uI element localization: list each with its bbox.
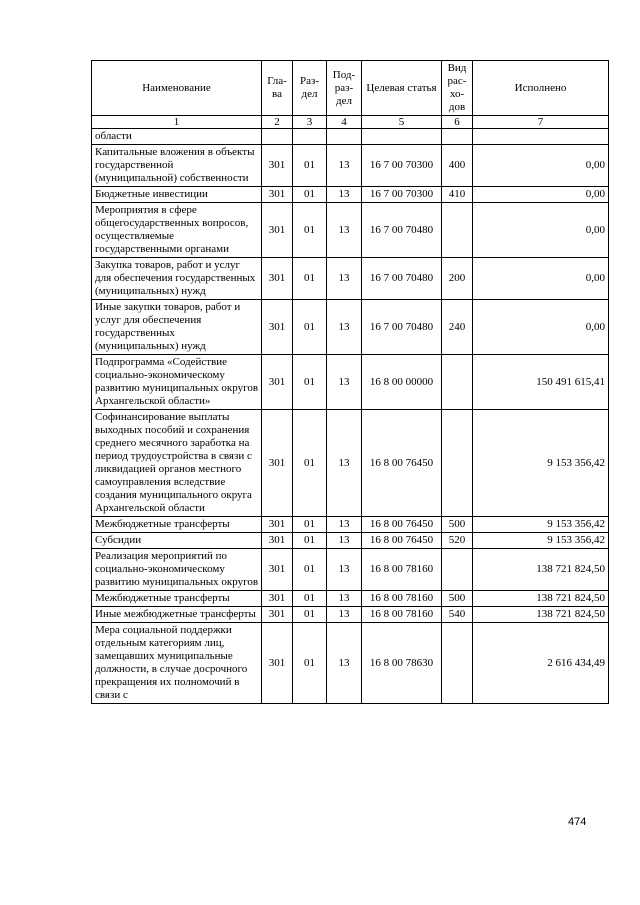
table-row <box>92 533 609 549</box>
row-target-cell: 16 8 00 78160 <box>362 549 442 591</box>
row-expense-cell <box>442 203 473 258</box>
table-row <box>92 549 609 591</box>
row-executed-cell <box>473 129 609 145</box>
row-subsection-cell: 13 <box>327 258 362 300</box>
row-target-cell: 16 8 00 00000 <box>362 355 442 410</box>
row-executed-cell: 9 153 356,42 <box>473 517 609 533</box>
table-body <box>92 129 609 704</box>
row-subsection-cell: 13 <box>327 187 362 203</box>
row-chapter-cell: 301 <box>262 410 293 517</box>
row-chapter-cell: 301 <box>262 300 293 355</box>
row-section-cell: 01 <box>293 591 327 607</box>
row-section-cell <box>293 129 327 145</box>
row-target-cell: 16 8 00 76450 <box>362 517 442 533</box>
row-target-cell: 16 8 00 78160 <box>362 607 442 623</box>
row-section-cell: 01 <box>293 549 327 591</box>
row-subsection-cell: 13 <box>327 203 362 258</box>
header-target: Целевая статья <box>362 61 442 116</box>
row-name-cell: Бюджетные инвестиции <box>92 187 262 203</box>
row-executed-cell: 138 721 824,50 <box>473 591 609 607</box>
column-number-row <box>92 116 609 129</box>
row-expense-cell: 500 <box>442 517 473 533</box>
table-row <box>92 591 609 607</box>
row-name-cell: Иные закупки товаров, работ и услуг для обеспечения государственных (муниципальных) нужд <box>92 300 262 355</box>
row-name-cell: Межбюджетные трансферты <box>92 517 262 533</box>
row-expense-cell: 520 <box>442 533 473 549</box>
row-executed-cell: 138 721 824,50 <box>473 607 609 623</box>
column-number: 1 <box>92 116 262 129</box>
row-name-cell: Подпрограмма «Содействие социально-экономическому развитию муниципальных округов Архангельской области» <box>92 355 262 410</box>
row-subsection-cell: 13 <box>327 410 362 517</box>
row-chapter-cell: 301 <box>262 533 293 549</box>
row-target-cell: 16 8 00 78160 <box>362 591 442 607</box>
row-section-cell: 01 <box>293 517 327 533</box>
table-row <box>92 300 609 355</box>
row-expense-cell <box>442 129 473 145</box>
table-row <box>92 607 609 623</box>
column-number: 2 <box>262 116 293 129</box>
row-subsection-cell: 13 <box>327 517 362 533</box>
row-chapter-cell: 301 <box>262 203 293 258</box>
row-executed-cell: 0,00 <box>473 145 609 187</box>
row-executed-cell: 0,00 <box>473 187 609 203</box>
row-chapter-cell: 301 <box>262 145 293 187</box>
row-expense-cell: 240 <box>442 300 473 355</box>
row-subsection-cell: 13 <box>327 145 362 187</box>
table-row <box>92 187 609 203</box>
row-subsection-cell: 13 <box>327 623 362 704</box>
row-executed-cell: 138 721 824,50 <box>473 549 609 591</box>
table-row <box>92 145 609 187</box>
row-target-cell: 16 8 00 78630 <box>362 623 442 704</box>
row-target-cell: 16 7 00 70300 <box>362 187 442 203</box>
row-chapter-cell: 301 <box>262 607 293 623</box>
row-chapter-cell: 301 <box>262 591 293 607</box>
row-expense-cell <box>442 623 473 704</box>
header-section: Раз-дел <box>293 61 327 116</box>
column-number: 7 <box>473 116 609 129</box>
row-name-cell: области <box>92 129 262 145</box>
row-expense-cell: 500 <box>442 591 473 607</box>
row-name-cell: Субсидии <box>92 533 262 549</box>
header-executed: Исполнено <box>473 61 609 116</box>
row-name-cell: Закупка товаров, работ и услуг для обеспечения государственных (муниципальных) нужд <box>92 258 262 300</box>
row-expense-cell <box>442 549 473 591</box>
row-target-cell: 16 8 00 76450 <box>362 533 442 549</box>
row-executed-cell: 150 491 615,41 <box>473 355 609 410</box>
row-section-cell: 01 <box>293 203 327 258</box>
row-section-cell: 01 <box>293 533 327 549</box>
header-expense: Вид рас-хо-дов <box>442 61 473 116</box>
row-executed-cell: 9 153 356,42 <box>473 410 609 517</box>
row-subsection-cell: 13 <box>327 533 362 549</box>
column-number: 6 <box>442 116 473 129</box>
row-name-cell: Межбюджетные трансферты <box>92 591 262 607</box>
row-name-cell: Иные межбюджетные трансферты <box>92 607 262 623</box>
row-expense-cell <box>442 355 473 410</box>
row-chapter-cell: 301 <box>262 549 293 591</box>
row-name-cell: Мера социальной поддержки отдельным категориям лиц, замещавших муниципальные должности, в случае досрочного прекращения их полномочий в связи с <box>92 623 262 704</box>
table-row <box>92 410 609 517</box>
row-subsection-cell: 13 <box>327 607 362 623</box>
row-executed-cell: 2 616 434,49 <box>473 623 609 704</box>
header-row <box>92 61 609 116</box>
column-number: 5 <box>362 116 442 129</box>
row-section-cell: 01 <box>293 258 327 300</box>
row-section-cell: 01 <box>293 607 327 623</box>
row-name-cell: Реализация мероприятий по социально-экономическому развитию муниципальных округов <box>92 549 262 591</box>
table-row <box>92 203 609 258</box>
row-chapter-cell: 301 <box>262 187 293 203</box>
row-chapter-cell: 301 <box>262 355 293 410</box>
table-row <box>92 517 609 533</box>
row-target-cell: 16 8 00 76450 <box>362 410 442 517</box>
row-section-cell: 01 <box>293 355 327 410</box>
page-number: 474 <box>568 816 587 828</box>
row-target-cell <box>362 129 442 145</box>
row-chapter-cell: 301 <box>262 517 293 533</box>
row-subsection-cell: 13 <box>327 300 362 355</box>
header-name: Наименование <box>92 61 262 116</box>
row-expense-cell: 540 <box>442 607 473 623</box>
table-row <box>92 129 609 145</box>
budget-table <box>91 60 609 704</box>
row-executed-cell: 9 153 356,42 <box>473 533 609 549</box>
row-executed-cell: 0,00 <box>473 300 609 355</box>
row-subsection-cell: 13 <box>327 591 362 607</box>
row-section-cell: 01 <box>293 300 327 355</box>
row-target-cell: 16 7 00 70300 <box>362 145 442 187</box>
row-name-cell: Софинансирование выплаты выходных пособий и сохранения среднего месячного заработка на период трудоустройства в связи с ликвидацией органов местного самоуправления вследствие создания муниципального округа Архангельской области <box>92 410 262 517</box>
row-chapter-cell: 301 <box>262 258 293 300</box>
row-section-cell: 01 <box>293 410 327 517</box>
row-subsection-cell: 13 <box>327 549 362 591</box>
row-target-cell: 16 7 00 70480 <box>362 258 442 300</box>
row-executed-cell: 0,00 <box>473 258 609 300</box>
row-chapter-cell: 301 <box>262 623 293 704</box>
row-section-cell: 01 <box>293 145 327 187</box>
row-expense-cell: 200 <box>442 258 473 300</box>
column-number: 3 <box>293 116 327 129</box>
column-number: 4 <box>327 116 362 129</box>
row-subsection-cell <box>327 129 362 145</box>
table-row <box>92 355 609 410</box>
row-executed-cell: 0,00 <box>473 203 609 258</box>
row-section-cell: 01 <box>293 187 327 203</box>
row-name-cell: Капитальные вложения в объекты государственной (муниципальной) собственности <box>92 145 262 187</box>
row-chapter-cell <box>262 129 293 145</box>
row-section-cell: 01 <box>293 623 327 704</box>
row-subsection-cell: 13 <box>327 355 362 410</box>
row-expense-cell <box>442 410 473 517</box>
table-row <box>92 258 609 300</box>
row-name-cell: Мероприятия в сфере общегосударственных вопросов, осуществляемые государственными органами <box>92 203 262 258</box>
header-subsection: Под-раз-дел <box>327 61 362 116</box>
header-chapter: Гла-ва <box>262 61 293 116</box>
row-expense-cell: 400 <box>442 145 473 187</box>
table-row <box>92 623 609 704</box>
row-target-cell: 16 7 00 70480 <box>362 203 442 258</box>
row-target-cell: 16 7 00 70480 <box>362 300 442 355</box>
row-expense-cell: 410 <box>442 187 473 203</box>
